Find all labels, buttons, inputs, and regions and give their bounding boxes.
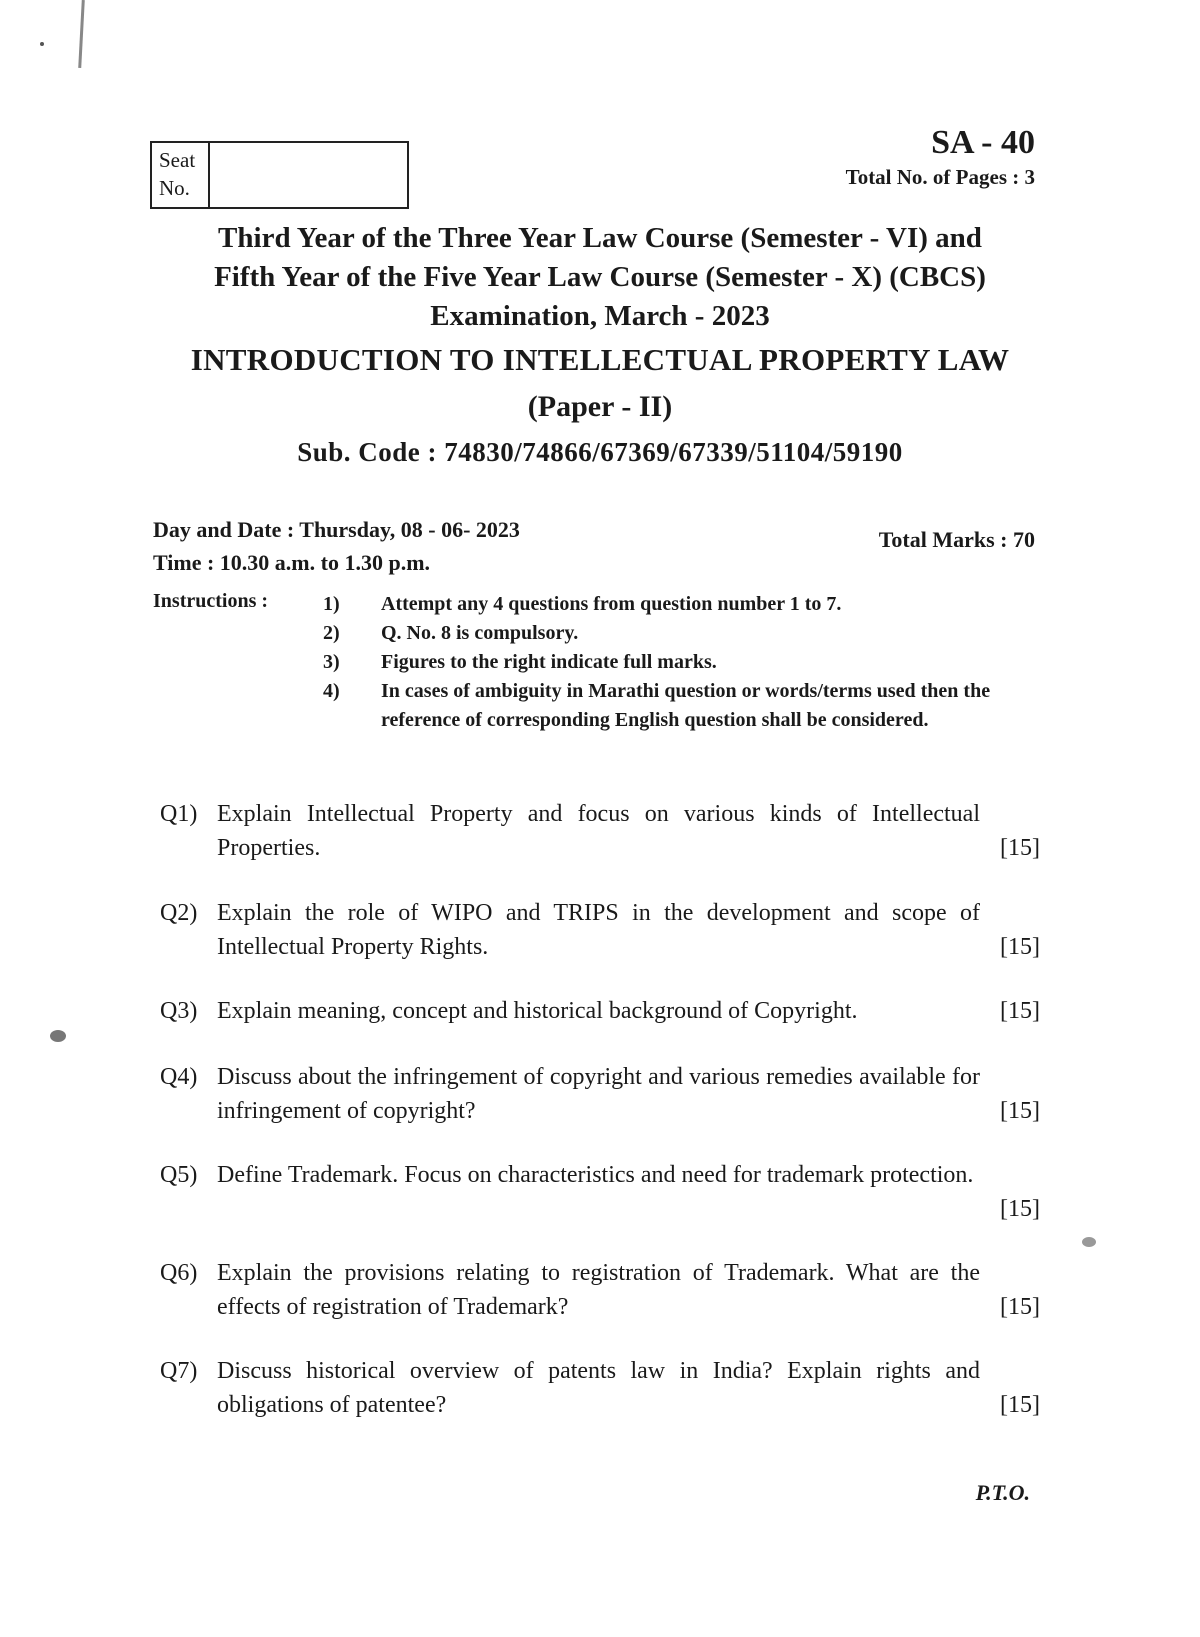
instruction-text: In cases of ambiguity in Marathi question or words/terms used then the reference of corresponding English question shall be considered. [381,680,991,731]
question-item [160,1158,1040,1226]
question-marks: [15] [1000,1392,1040,1418]
please-turn-over: P.T.O. [975,1480,1030,1505]
instruction-number: 2) [323,622,340,644]
instruction-item [323,677,1043,735]
subject-code: Sub. Code : 74830/74866/67369/67339/51104/59190 [297,437,903,467]
question-text: Explain Intellectual Property and focus on various kinds of Intellectual Properties. [217,801,980,861]
instruction-text: Q. No. 8 is compulsory. [381,622,579,644]
instructions-list [323,590,1043,735]
question-number: Q1) [160,801,198,827]
question-item [160,797,1040,865]
question-item [160,1256,1040,1324]
seat-label-line1: Seat [159,148,196,172]
subject-title: INTRODUCTION TO INTELLECTUAL PROPERTY LAW [190,342,1010,377]
question-text: Explain the provisions relating to registration of Trademark. What are the effects of registration of Trademark? [217,1260,980,1320]
question-number: Q7) [160,1358,198,1384]
seat-number-box [150,141,409,209]
instruction-text: Figures to the right indicate full marks. [381,651,717,673]
instruction-number: 4) [323,680,340,702]
question-marks: [15] [1000,835,1040,861]
question-item [160,896,1040,964]
seat-label-line2: No. [159,176,190,200]
total-marks: Total Marks : 70 [878,527,1035,552]
question-marks: [15] [1000,934,1040,960]
paper-code: SA - 40 [931,124,1035,161]
scan-mark [78,0,85,68]
instruction-item [323,619,1043,648]
exam-time: Time : 10.30 a.m. to 1.30 p.m. [153,550,431,575]
instructions-label: Instructions : [153,590,269,612]
question-text: Define Trademark. Focus on characteristics and need for trademark protection. [217,1162,974,1188]
instruction-number: 3) [323,651,340,673]
scan-speck [50,1030,66,1042]
question-number: Q2) [160,900,198,926]
course-line-2: Fifth Year of the Five Year Law Course (Semester - X) (CBCS) [214,261,986,293]
instruction-number: 1) [323,593,340,615]
paper-number: (Paper - II) [527,390,673,423]
question-marks: [15] [1000,1098,1040,1124]
question-number: Q4) [160,1064,198,1090]
instruction-item [323,648,1043,677]
question-item [160,1354,1040,1422]
question-number: Q6) [160,1260,198,1286]
exam-date: Day and Date : Thursday, 08 - 06- 2023 [153,517,520,542]
seat-number-label [152,143,210,207]
question-marks: [15] [1000,998,1040,1024]
course-line-1: Third Year of the Three Year Law Course (Semester - VI) and [218,222,982,254]
scan-speck [1082,1237,1096,1247]
question-text: Discuss historical overview of patents law in India? Explain rights and obligations of patentee? [217,1358,980,1418]
question-item [160,994,1040,1028]
question-text: Discuss about the infringement of copyright and various remedies available for infringement of copyright? [217,1064,980,1124]
exam-line: Examination, March - 2023 [430,300,770,332]
question-number: Q3) [160,998,198,1024]
question-marks: [15] [1000,1294,1040,1320]
instruction-text: Attempt any 4 questions from question number 1 to 7. [381,593,842,615]
total-pages: Total No. of Pages : 3 [845,165,1035,189]
question-item [160,1060,1040,1128]
seat-number-field [210,143,407,207]
question-text: Explain the role of WIPO and TRIPS in the development and scope of Intellectual Property Rights. [217,900,980,960]
question-text: Explain meaning, concept and historical background of Copyright. [217,998,858,1024]
instruction-item [323,590,1043,619]
scan-speck [40,42,44,46]
question-number: Q5) [160,1162,198,1188]
question-marks: [15] [1000,1196,1040,1222]
